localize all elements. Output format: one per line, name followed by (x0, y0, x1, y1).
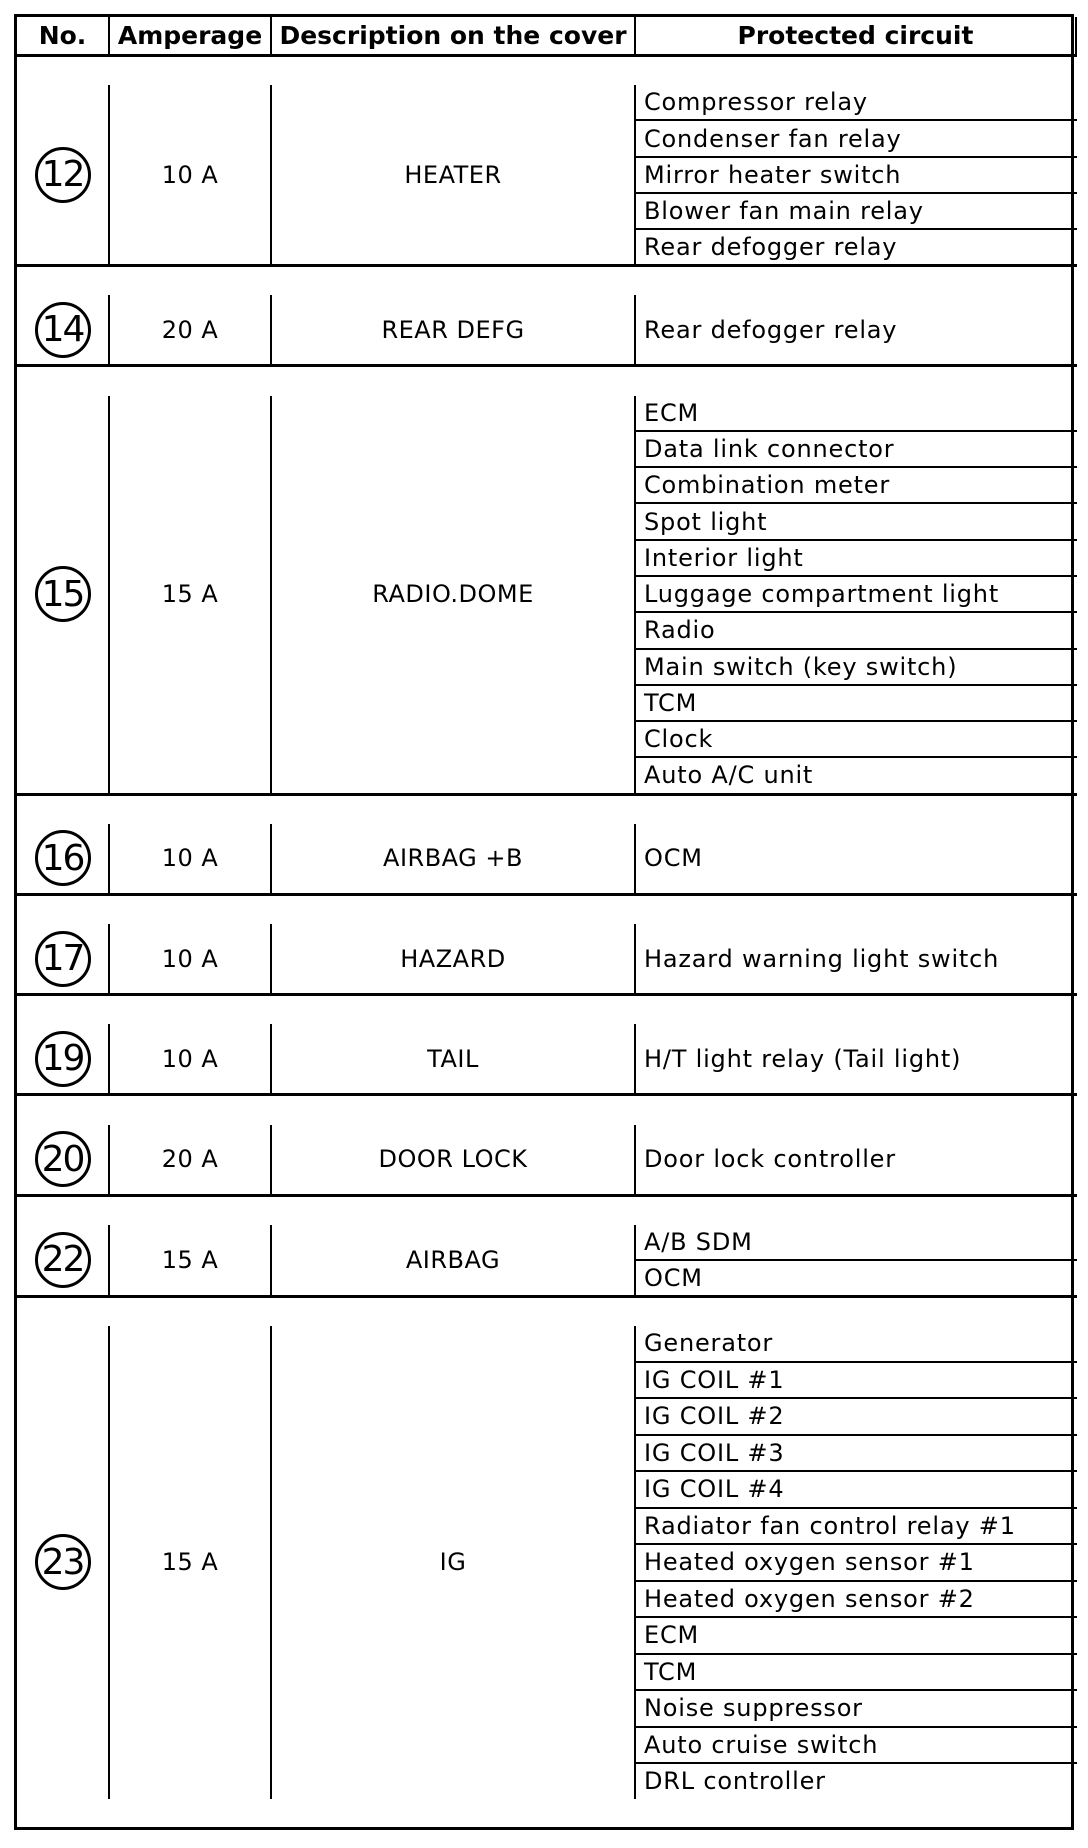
protected-circuit: Rear defogger relay (644, 315, 898, 344)
fuse-description: REAR DEFG (272, 295, 636, 367)
protected-circuit: Mirror heater switch (636, 158, 1077, 194)
protected-circuit-list (636, 1125, 1077, 1197)
protected-circuit: ECM (636, 1618, 1077, 1655)
fuse-description: AIRBAG (272, 1225, 636, 1298)
protected-circuit: TCM (636, 1655, 1077, 1692)
protected-circuit: Combination meter (636, 468, 1077, 504)
protected-circuit: DRL controller (644, 1767, 826, 1796)
protected-circuit: A/B SDM (636, 1225, 1077, 1261)
protected-circuit: ECM (636, 396, 1077, 432)
protected-circuit: IG COIL #2 (636, 1399, 1077, 1436)
protected-circuit: IG COIL #3 (636, 1436, 1077, 1473)
fuse-amperage: 15 A (110, 396, 272, 796)
fuse-number: 15 (35, 566, 91, 622)
protected-circuit: Interior light (636, 541, 1077, 577)
fuse-description: HEATER (272, 85, 636, 267)
fuse-number-cell (17, 295, 110, 367)
fuse-amperage: 10 A (110, 824, 272, 896)
header-amperage: Amperage (110, 17, 272, 57)
fuse-amperage: 10 A (110, 1024, 272, 1096)
fuse-amperage: 20 A (110, 1125, 272, 1197)
fuse-amperage: 10 A (110, 924, 272, 996)
protected-circuit: Condenser fan relay (636, 121, 1077, 157)
fuse-number: 19 (35, 1031, 91, 1087)
fuse-number: 22 (35, 1232, 91, 1288)
protected-circuit-list (636, 1024, 1077, 1096)
protected-circuit: H/T light relay (Tail light) (644, 1044, 962, 1073)
protected-circuit: IG COIL #4 (636, 1472, 1077, 1509)
fuse-number: 17 (35, 931, 91, 987)
protected-circuit-list (636, 1326, 1077, 1799)
protected-circuit: Radio (636, 613, 1077, 649)
protected-circuit: Auto A/C unit (644, 761, 814, 790)
fuse-number-cell (17, 924, 110, 996)
protected-circuit: IG COIL #1 (636, 1363, 1077, 1400)
protected-circuit: Heated oxygen sensor #1 (636, 1545, 1077, 1582)
protected-circuit-list (636, 1225, 1077, 1298)
fuse-amperage: 15 A (110, 1326, 272, 1799)
protected-circuit: Clock (636, 722, 1077, 758)
protected-circuit: Heated oxygen sensor #2 (636, 1582, 1077, 1619)
protected-circuit: Data link connector (636, 432, 1077, 468)
fuse-number: 14 (35, 302, 91, 358)
fuse-description: IG (272, 1326, 636, 1799)
fuse-number: 12 (35, 147, 91, 203)
protected-circuit-list (636, 396, 1077, 796)
fuse-description: TAIL (272, 1024, 636, 1096)
fuse-number-cell (17, 85, 110, 267)
protected-circuit: Blower fan main relay (636, 194, 1077, 230)
fuse-description: DOOR LOCK (272, 1125, 636, 1197)
protected-circuit-list (636, 85, 1077, 267)
protected-circuit: Hazard warning light switch (644, 944, 1000, 973)
protected-circuit: Auto cruise switch (636, 1728, 1077, 1765)
fuse-amperage: 15 A (110, 1225, 272, 1298)
fuse-description: HAZARD (272, 924, 636, 996)
protected-circuit: TCM (636, 686, 1077, 722)
protected-circuit: Compressor relay (636, 85, 1077, 121)
fuse-number-cell (17, 1326, 110, 1799)
protected-circuit: Spot light (636, 504, 1077, 540)
fuse-amperage: 10 A (110, 85, 272, 267)
fuse-amperage: 20 A (110, 295, 272, 367)
protected-circuit: Door lock controller (644, 1145, 896, 1174)
fuse-number-cell (17, 1024, 110, 1096)
fuse-number: 20 (35, 1131, 91, 1187)
protected-circuit: Radiator fan control relay #1 (636, 1509, 1077, 1546)
fuse-number: 23 (35, 1534, 91, 1590)
header-protected-circuit: Protected circuit (636, 17, 1077, 57)
protected-circuit-list (636, 295, 1077, 367)
header-no: No. (17, 17, 110, 57)
protected-circuit-list (636, 924, 1077, 996)
fuse-number-cell (17, 1225, 110, 1298)
fuse-table (14, 14, 1074, 1830)
fuse-description: RADIO.DOME (272, 396, 636, 796)
fuse-number-cell (17, 396, 110, 796)
fuse-description: AIRBAG +B (272, 824, 636, 896)
fuse-number-cell (17, 824, 110, 896)
header-description: Description on the cover (272, 17, 636, 57)
protected-circuit: Main switch (key switch) (636, 650, 1077, 686)
protected-circuit: Luggage compartment light (636, 577, 1077, 613)
fuse-number: 16 (35, 830, 91, 886)
protected-circuit: Rear defogger relay (644, 233, 898, 262)
protected-circuit: OCM (644, 1263, 703, 1292)
protected-circuit: Noise suppressor (636, 1691, 1077, 1728)
protected-circuit-list (636, 824, 1077, 896)
protected-circuit: OCM (644, 844, 703, 873)
fuse-number-cell (17, 1125, 110, 1197)
protected-circuit: Generator (636, 1326, 1077, 1363)
